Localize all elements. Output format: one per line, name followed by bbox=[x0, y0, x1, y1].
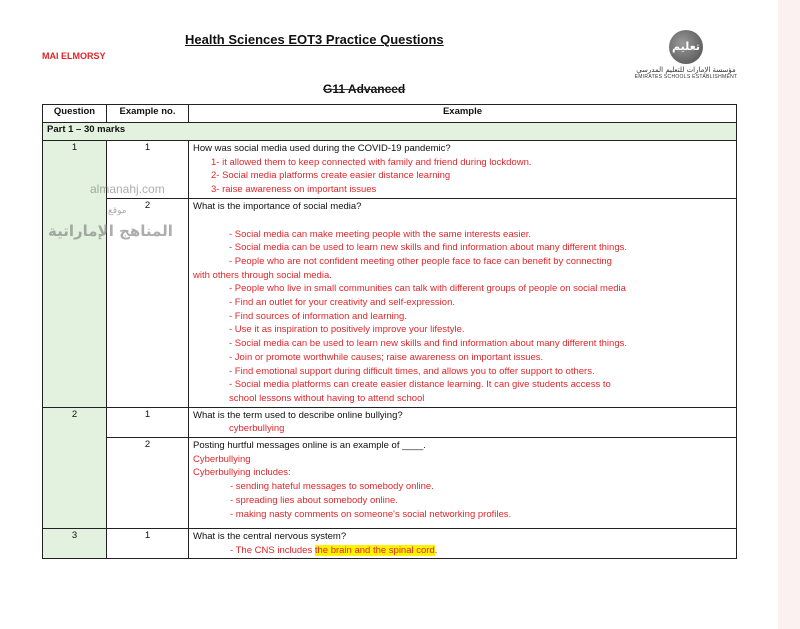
grade-subtitle: G11 Advanced bbox=[323, 82, 406, 96]
table-row bbox=[43, 407, 737, 437]
question-prompt: What is the importance of social media? bbox=[193, 200, 362, 212]
answer-line: - Join or promote worthwhile causes; raise awareness on important issues. bbox=[229, 351, 544, 363]
author-name: MAI ELMORSY bbox=[42, 51, 106, 61]
example-cell bbox=[189, 529, 737, 559]
answer-line: school lessons without having to attend school bbox=[229, 392, 425, 404]
watermark-arabic-small: موقع bbox=[108, 206, 127, 216]
table-header-row bbox=[43, 105, 737, 123]
example-number: 2 bbox=[107, 438, 189, 529]
answer-suffix: . bbox=[434, 544, 438, 556]
answer-line: - sending hateful messages to somebody online. bbox=[230, 481, 434, 493]
question-number: 3 bbox=[43, 529, 107, 559]
example-number: 1 bbox=[107, 407, 189, 437]
watermark-arabic-large: المناهج الإماراتية bbox=[48, 222, 173, 240]
answer-line: - Social media platforms can create easier distance learning. It can give students access to bbox=[229, 379, 611, 391]
answer-line: 1- it allowed them to keep connected with family and friend during lockdown. bbox=[211, 156, 532, 168]
logo-arabic-text: مؤسسة الإمارات للتعليم المدرسي bbox=[636, 66, 736, 74]
question-prompt: What is the term used to describe online bullying? bbox=[193, 409, 403, 421]
example-cell bbox=[189, 438, 737, 529]
answer-line: 2- Social media platforms create easier distance learning bbox=[211, 170, 451, 182]
answer-line: - People who live in small communities can talk with different groups of people on social media bbox=[229, 283, 626, 295]
question-number: 1 bbox=[43, 141, 107, 408]
answer-line: - Find emotional support during difficult times, and allows you to offer support to others. bbox=[229, 365, 595, 377]
watermark-site: almanahj.com bbox=[90, 182, 165, 196]
answer-prefix: - The CNS includes bbox=[230, 544, 315, 556]
table-row bbox=[43, 438, 737, 529]
answer-line: cyberbullying bbox=[229, 423, 285, 435]
part-label: Part 1 – 30 marks bbox=[43, 123, 737, 141]
table-row bbox=[43, 529, 737, 559]
question-prompt: What is the central nervous system? bbox=[193, 531, 347, 543]
answer-line: - Social media can be used to learn new skills and find information about many different things. bbox=[229, 338, 627, 350]
question-prompt: How was social media used during the COVID-19 pandemic? bbox=[193, 143, 451, 154]
answer-line: - Find sources of information and learning. bbox=[229, 310, 407, 322]
answer-line: - People who are not confident meeting other people face to face can benefit by connecting bbox=[229, 255, 612, 267]
logo-mark: تعليم bbox=[669, 30, 703, 64]
answer-line: with others through social media. bbox=[193, 269, 332, 281]
questions-table bbox=[42, 104, 737, 559]
example-number: 2 bbox=[107, 198, 189, 407]
answer-line: - Find an outlet for your creativity and self-expression. bbox=[229, 297, 455, 309]
answer-highlight: the brain and the spinal cord bbox=[314, 544, 435, 556]
header-example: Example bbox=[189, 105, 737, 123]
answer-line: - Use it as inspiration to positively improve your lifestyle. bbox=[229, 324, 465, 336]
example-number: 1 bbox=[107, 141, 189, 199]
header-question: Question bbox=[43, 105, 107, 123]
answer-line: - spreading lies about somebody online. bbox=[230, 494, 398, 506]
ese-logo bbox=[626, 30, 746, 86]
header-example-no: Example no. bbox=[107, 105, 189, 123]
example-cell bbox=[189, 141, 737, 199]
answer-line: - Social media can make meeting people with the same interests easier. bbox=[229, 228, 532, 240]
part-row bbox=[43, 123, 737, 141]
example-cell bbox=[189, 407, 737, 437]
answer-line bbox=[193, 544, 732, 558]
example-cell bbox=[189, 198, 737, 407]
example-number: 1 bbox=[107, 529, 189, 559]
logo-english-text: EMIRATES SCHOOLS ESTABLISHMENT bbox=[634, 74, 738, 80]
answer-line: Cyberbullying includes: bbox=[193, 467, 291, 479]
watermark bbox=[48, 182, 188, 252]
question-number: 2 bbox=[43, 407, 107, 528]
answer-line: Cyberbullying bbox=[193, 453, 251, 465]
answer-line: - making nasty comments on someone's social networking profiles. bbox=[230, 508, 512, 520]
answer-line: 3- raise awareness on important issues bbox=[211, 184, 377, 196]
answer-line: - Social media can be used to learn new skills and find information about many different things. bbox=[229, 242, 627, 254]
question-prompt: Posting hurtful messages online is an example of ____. bbox=[193, 440, 426, 452]
document-title: Health Sciences EOT3 Practice Questions bbox=[185, 32, 444, 47]
